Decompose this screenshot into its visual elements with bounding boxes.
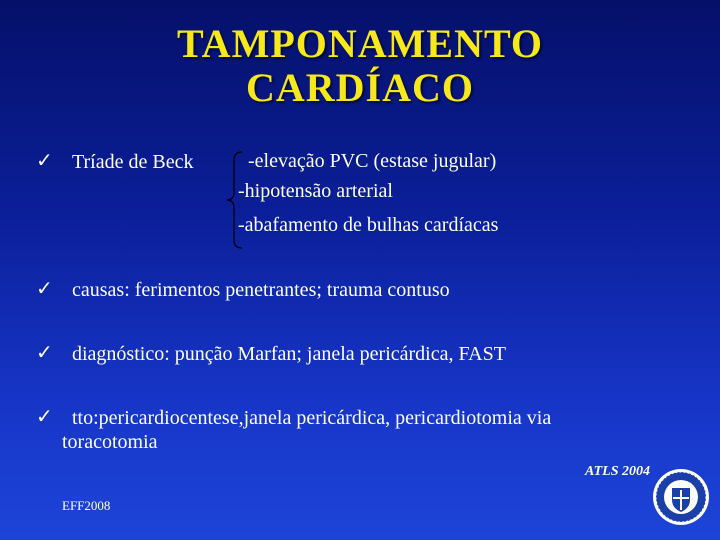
bullet-tto-continued: toracotomia (62, 431, 158, 453)
footer-label: EFF2008 (62, 498, 111, 513)
title-line-1: TAMPONAMENTO (176, 21, 544, 66)
beck-label: Tríade de Beck (72, 151, 194, 173)
check-icon: ✓ (36, 342, 53, 364)
bullet-causas: causas: ferimentos penetrantes; trauma contuso (72, 279, 450, 301)
title-line-2: CARDÍACO (246, 65, 474, 110)
bullet-diagnostico: diagnóstico: punção Marfan; janela pericárdica, FAST (72, 343, 506, 365)
beck-item-3: -abafamento de bulhas cardíacas (238, 214, 499, 236)
source-citation: ATLS 2004 (585, 464, 650, 479)
check-icon: ✓ (36, 150, 53, 172)
beck-item-2: -hipotensão arterial (238, 180, 393, 202)
check-icon: ✓ (36, 278, 53, 300)
bullet-tto: tto:pericardiocentese,janela pericárdica, pericardiotomia via (72, 407, 552, 429)
check-icon: ✓ (36, 406, 53, 428)
university-seal-icon (652, 468, 710, 526)
beck-item-1: -elevação PVC (estase jugular) (248, 150, 497, 172)
slide-title (0, 22, 720, 110)
